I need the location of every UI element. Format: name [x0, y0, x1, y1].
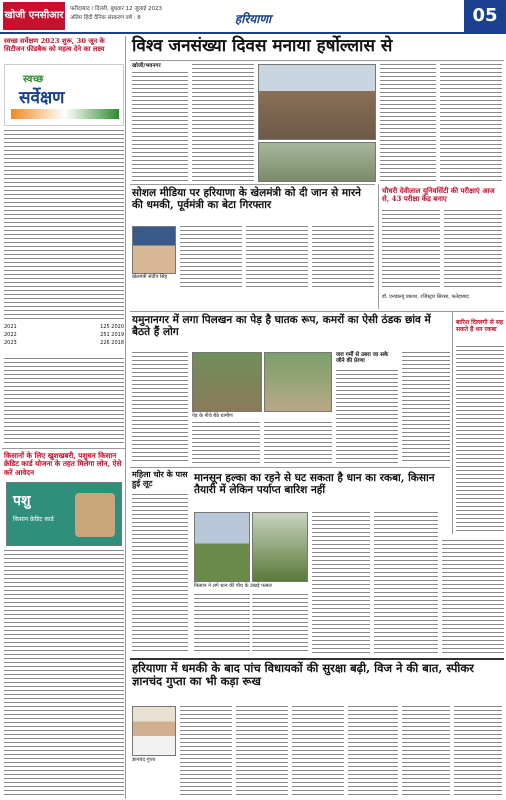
table-value: 125 2020 [100, 324, 124, 330]
univ-byline: डॉ. एनडब्ल्यू प्रकाश, रजिस्ट्रार सिरसा, फतेहाबाद [382, 294, 469, 300]
pashu-photo [6, 482, 122, 546]
tree-body-2 [192, 422, 260, 464]
top-story-body-2 [192, 64, 254, 182]
side-story-headline: महिला चोर के पास हुई लूट [132, 469, 188, 489]
speaker-photo [132, 706, 176, 756]
side-story-body [132, 494, 188, 654]
bottom-body-2 [236, 706, 288, 796]
bottom-body-5 [402, 706, 450, 796]
meta-line-1: फरीदाबाद / दिल्ली, बुधवार 12 जुलाई 2023 [70, 6, 163, 12]
top-story-headline: विश्व जनसंख्या दिवस मनाया हर्षोल्लास से [132, 36, 393, 56]
monsoon-story-headline: मानसून हल्का का रहने से घट सकता है धान का रकबा, किसान तैयारी में लेकिन पर्याप्त बारिश नहीं [194, 472, 435, 497]
tree-photo-1 [192, 352, 262, 412]
banner-word1: स्वच्छ [23, 74, 44, 85]
right-column-body [456, 346, 504, 532]
tree-body-3 [264, 422, 332, 464]
divider [130, 658, 504, 660]
table-value: 226 2018 [100, 340, 124, 346]
left-story1-headline: स्वच्छ सर्वेक्षण 2023 शुरू, 30 जून के सिटीजन फ़ीडबैक को महत्व देने का लक्ष्य [4, 37, 105, 53]
monsoon-body-1 [194, 594, 250, 654]
bottom-body-6 [454, 706, 502, 796]
tree-subhead: जरा गर्मी से उबरा जा सके जीने की प्रेरणा [336, 352, 389, 365]
divider [130, 311, 504, 312]
monsoon-photo-2 [252, 512, 308, 582]
divider [378, 184, 379, 309]
monsoon-body-5 [442, 540, 504, 654]
bottom-body-4 [348, 706, 398, 796]
pashu-sublabel: किसान क्रेडिट कार्ड [13, 516, 54, 523]
bottom-story-headline: हरियाणा में धमकी के बाद पांच विधायकों की सुरक्षा बढ़ी, विज ने की बात, स्पीकर ज्ञानचंद गुप्ता का भी कड़ा रूख [132, 661, 474, 689]
left-story2-headline: किसानों के लिए खुशखबरी, पशुधन किसान क्रेडिट कार्ड योजना के तहत मिलेगा लोन, ऐसे करें आवेदन [4, 451, 122, 477]
swachh-banner [4, 64, 124, 126]
tree-story-headline: यमुनानगर में लगा पिलखन का पेड़ है घातक रूप, कमरों का ऐसी ठंडक छांव में बैठते हैं लोग [132, 314, 431, 339]
top-story-byline: खोजी/भवनगर [132, 63, 161, 69]
divider [2, 448, 126, 449]
minister-body-3 [312, 226, 374, 288]
univ-body-2 [444, 210, 502, 290]
newspaper-logo: खोजी एनसीआर [3, 2, 65, 30]
minister-body-2 [246, 226, 308, 288]
right-column-headline: बारिश दिल्लगी से सह सकते हैं धन रकबा [456, 319, 504, 333]
table-value: 251 2019 [100, 332, 124, 338]
cow-image [75, 493, 115, 537]
top-story-body-3 [380, 64, 436, 182]
bottom-body-1 [180, 706, 232, 796]
minister-body-1 [180, 226, 242, 288]
left-story2-body [4, 550, 124, 796]
page-number: 05 [464, 0, 506, 32]
divider [130, 60, 504, 61]
table-year: 2021 [4, 324, 17, 330]
divider [452, 312, 453, 534]
bottom-body-3 [292, 706, 344, 796]
divider [130, 467, 450, 468]
univ-story-headline: चौधरी देवीलाल यूनिवर्सिटी की परीक्षाएं आज से, 43 परीक्षा केंद्र बनाए [382, 186, 495, 204]
tree-body-4 [336, 370, 398, 464]
tree-body-5 [402, 352, 450, 464]
banner-word2: सर्वेक्षण [19, 88, 65, 108]
minister-story-headline: सोशल मीडिया पर हरियाणा के खेलमंत्री को दी जान से मारने की धमकी, पूर्वमंत्री का बेटा गिरफ्तार [132, 187, 361, 212]
section-title: हरियाणा [234, 12, 272, 26]
univ-body-1 [382, 210, 440, 290]
minister-photo-caption: खेलमंत्री संदीप सिंह [132, 274, 176, 280]
left-column [2, 36, 126, 799]
monsoon-photo-1 [194, 512, 250, 582]
table-year: 2023 [4, 340, 17, 346]
tree-body-1 [132, 352, 188, 464]
masthead [0, 0, 506, 34]
monsoon-body-4 [374, 512, 438, 654]
speaker-photo-caption: ज्ञानचंद गुप्ता [132, 757, 176, 763]
top-story-photo-1 [258, 64, 376, 140]
minister-photo [132, 226, 176, 274]
tree-photo-2 [264, 352, 332, 412]
top-story-photo-2 [258, 142, 376, 182]
pashu-label: पशु [13, 493, 31, 509]
left-story1-body [4, 130, 124, 320]
monsoon-body-3 [312, 512, 370, 654]
stats-table [4, 323, 124, 355]
tree-photo-caption: पेड़ के नीचे बैठे ग्रामीण [192, 413, 332, 419]
tricolor-strip [11, 109, 119, 119]
left-story1-body-2 [4, 358, 124, 446]
top-story-body-4 [440, 64, 502, 182]
table-year: 2022 [4, 332, 17, 338]
monsoon-photo-caption: किसान ने लगे धान की पौध के उखड़े फसल [194, 583, 308, 589]
meta-line-2: अंतिम हिंदी दैनिक संस्करण वर्ष : 8 [70, 15, 141, 21]
top-story-body-1 [132, 72, 188, 182]
monsoon-body-2 [252, 594, 308, 654]
divider [130, 184, 375, 185]
